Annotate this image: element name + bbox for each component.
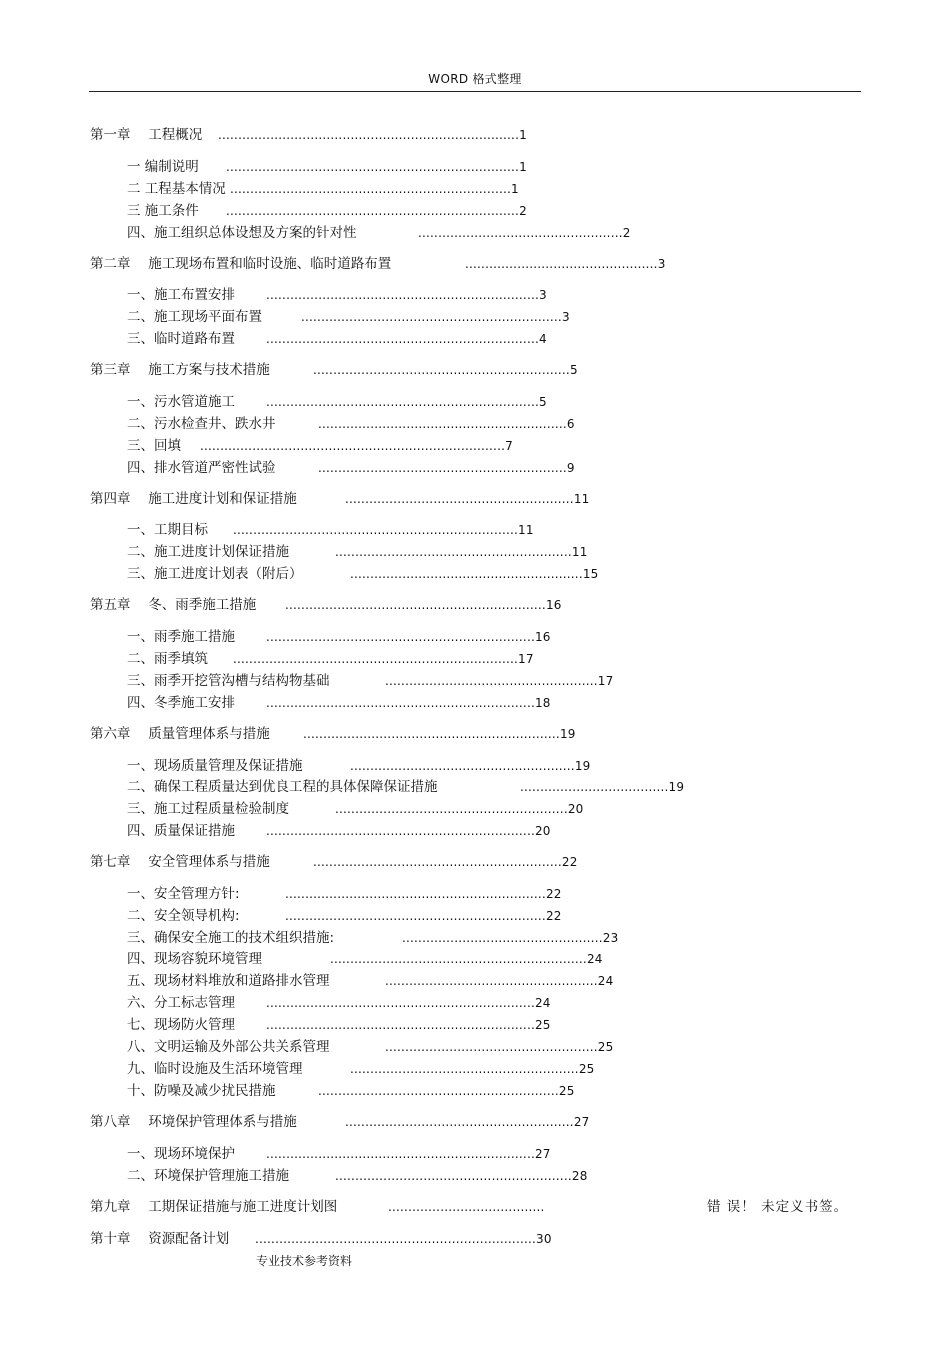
toc-entry-title[interactable]: 第八章 环境保护管理体系与措施 — [90, 1114, 297, 1130]
toc-leader-dots: ...................................................................16 — [266, 630, 551, 644]
toc-page-number: 25 — [534, 1018, 551, 1032]
toc-entry[interactable] — [127, 1038, 614, 1056]
toc-leader-dots: ..........................................................15 — [350, 567, 599, 581]
toc-entry-title[interactable]: 一、现场质量管理及保证措施 — [127, 758, 303, 774]
toc-entry[interactable] — [127, 628, 551, 646]
toc-entry[interactable] — [127, 224, 631, 242]
toc-entry[interactable] — [127, 907, 562, 925]
toc-leader-dots: ................................................3 — [465, 257, 666, 271]
toc-page-number: 27 — [534, 1147, 551, 1161]
toc-entry-title[interactable]: 四、施工组织总体设想及方案的针对性 — [127, 225, 357, 241]
toc-leader-dots: .........................................................25 — [350, 1062, 595, 1076]
toc-entry[interactable] — [127, 1167, 588, 1185]
toc-entry[interactable] — [127, 1145, 551, 1163]
toc-leader-dots: ......................................................................30 — [255, 1232, 552, 1246]
toc-entry-title[interactable]: 一 编制说明 — [127, 159, 199, 175]
toc-page-number: 16 — [545, 598, 562, 612]
toc-entry-title[interactable]: 三、临时道路布置 — [127, 331, 235, 347]
toc-entry[interactable] — [90, 1198, 849, 1216]
toc-entry[interactable] — [127, 672, 614, 690]
toc-page-number: 17 — [518, 652, 534, 666]
toc-bookmark-error: 错 误！ 未定义书签。 — [707, 1199, 849, 1215]
page-header: WORD 格式整理 — [428, 72, 522, 86]
toc-page-number: 30 — [536, 1232, 552, 1246]
toc-page-number: 4 — [538, 332, 547, 346]
toc-entry[interactable] — [90, 490, 590, 508]
toc-entry-title[interactable]: 第五章 冬、雨季施工措施 — [90, 597, 257, 613]
toc-leader-dots: ...................................................................27 — [266, 1147, 551, 1161]
toc-entry[interactable] — [90, 1230, 552, 1248]
toc-entry[interactable] — [90, 1113, 590, 1131]
toc-page-number: 22 — [561, 855, 578, 869]
toc-leader-dots: ............................................................25 — [318, 1084, 575, 1098]
toc-leader-dots: ...................................................................24 — [266, 996, 551, 1010]
toc-page-number: 1 — [511, 182, 519, 196]
toc-page-number: 3 — [561, 310, 570, 324]
toc-page-number: 5 — [538, 395, 547, 409]
toc-entry-title[interactable]: 八、文明运输及外部公共关系管理 — [127, 1039, 330, 1055]
toc-entry-title[interactable]: 六、分工标志管理 — [127, 995, 235, 1011]
toc-entry[interactable] — [127, 393, 547, 411]
toc-leader-dots: .......................................................................17 — [233, 652, 534, 666]
header-divider — [89, 91, 861, 92]
toc-entry-title[interactable]: 一、污水管道施工 — [127, 394, 235, 410]
toc-page-number: 23 — [602, 931, 619, 945]
toc-entry[interactable] — [127, 1060, 595, 1078]
toc-entry[interactable] — [127, 308, 570, 326]
toc-entry[interactable] — [127, 180, 519, 198]
page-footer: 专业技术参考资料 — [256, 1254, 353, 1268]
toc-leader-dots: .........................................................................1 — [226, 160, 527, 174]
toc-entry-title[interactable]: 四、质量保证措施 — [127, 823, 235, 839]
toc-page-number: 25 — [578, 1062, 595, 1076]
toc-entry[interactable] — [127, 330, 547, 348]
toc-page-number: 24 — [534, 996, 551, 1010]
toc-leader-dots: .................................................................3 — [301, 310, 570, 324]
toc-entry[interactable] — [127, 1016, 551, 1034]
toc-entry[interactable] — [90, 725, 576, 743]
toc-leader-dots: .........................................................11 — [345, 492, 590, 506]
toc-entry-title[interactable]: 第七章 安全管理体系与措施 — [90, 854, 270, 870]
toc-page-number: 27 — [573, 1115, 590, 1129]
toc-page-number: 20 — [534, 824, 551, 838]
toc-entry-title[interactable]: 二、施工进度计划保证措施 — [127, 544, 289, 560]
toc-entry[interactable] — [127, 972, 614, 990]
toc-entry[interactable] — [127, 437, 513, 455]
toc-entry-title[interactable]: 四、现场容貌环境管理 — [127, 951, 262, 967]
toc-leader-dots: ........................................................19 — [350, 759, 591, 773]
toc-entry-title[interactable]: 第六章 质量管理体系与措施 — [90, 726, 270, 742]
toc-entry[interactable] — [127, 565, 599, 583]
toc-page-number: 19 — [559, 727, 576, 741]
toc-leader-dots: ...................................................2 — [418, 226, 631, 240]
toc-entry[interactable] — [127, 286, 547, 304]
toc-entry-title[interactable]: 七、现场防火管理 — [127, 1017, 235, 1033]
toc-entry[interactable] — [127, 800, 584, 818]
toc-entry-title[interactable]: 二、施工现场平面布置 — [127, 309, 262, 325]
toc-entry-title[interactable]: 四、冬季施工安排 — [127, 695, 235, 711]
toc-page-number: 9 — [566, 461, 575, 475]
toc-leader-dots: ..............................................................9 — [318, 461, 575, 475]
toc-page-number: 25 — [597, 1040, 614, 1054]
toc-entry-title[interactable]: 三、回填 — [127, 438, 181, 454]
toc-entry[interactable] — [90, 361, 578, 379]
toc-entry[interactable] — [127, 202, 527, 220]
toc-page-number: 16 — [534, 630, 551, 644]
toc-leader-dots: ...........................................................................1 — [218, 128, 527, 142]
toc-page-number: 3 — [538, 288, 547, 302]
toc-entry[interactable] — [127, 929, 619, 947]
toc-leader-dots: ..............................................................22 — [313, 855, 578, 869]
toc-entry[interactable] — [90, 596, 562, 614]
toc-entry-title[interactable]: 一、工期目标 — [127, 522, 208, 538]
toc-entry[interactable] — [90, 126, 527, 144]
toc-entry-title[interactable]: 九、临时设施及生活环境管理 — [127, 1061, 303, 1077]
toc-leader-dots: ................................................................5 — [313, 363, 578, 377]
toc-page-number: 24 — [586, 952, 603, 966]
toc-page-number: 24 — [597, 974, 614, 988]
toc-page-number: 19 — [668, 780, 685, 794]
toc-entry-title[interactable]: 三、确保安全施工的技术组织措施: — [127, 930, 335, 946]
toc-page-number: 2 — [519, 204, 527, 218]
toc-page-number: 20 — [567, 802, 584, 816]
toc-entry[interactable] — [127, 521, 534, 539]
toc-leader-dots: ..............................................................6 — [318, 417, 575, 431]
toc-page-number: 25 — [558, 1084, 575, 1098]
toc-leader-dots: ..........................................................20 — [335, 802, 584, 816]
toc-entry[interactable] — [127, 1082, 575, 1100]
toc-entry-title[interactable]: 三、施工进度计划表（附后） — [127, 566, 303, 582]
toc-page-number: 18 — [534, 696, 551, 710]
toc-leader-dots: .....................................................17 — [385, 674, 614, 688]
toc-entry[interactable] — [127, 415, 575, 433]
toc-leader-dots: .........................................................27 — [345, 1115, 590, 1129]
toc-entry-title[interactable]: 十、防噪及减少扰民措施 — [127, 1083, 276, 1099]
toc-entry[interactable] — [127, 950, 603, 968]
toc-entry[interactable] — [127, 543, 588, 561]
toc-entry[interactable] — [127, 459, 575, 477]
toc-leader-dots: ..................................................23 — [402, 931, 619, 945]
toc-page-number: 2 — [622, 226, 631, 240]
toc-page-number: 3 — [657, 257, 666, 271]
toc-entry[interactable] — [127, 822, 551, 840]
toc-page-number: 11 — [518, 523, 534, 537]
toc-entry-title[interactable]: 第九章 工期保证措施与施工进度计划图 — [90, 1199, 338, 1215]
toc-page-number: 6 — [566, 417, 575, 431]
toc-page-number: 1 — [519, 160, 527, 174]
toc-leader-dots: .........................................................................2 — [226, 204, 527, 218]
toc-entry-title[interactable]: 第三章 施工方案与技术措施 — [90, 362, 270, 378]
toc-entry[interactable] — [127, 994, 551, 1012]
toc-page-number: 28 — [571, 1169, 588, 1183]
toc-entry-title[interactable]: 二、污水检查井、跌水井 — [127, 416, 276, 432]
toc-entry-title[interactable]: 二 工程基本情况 — [127, 181, 226, 197]
toc-entry-title[interactable]: 三、雨季开挖管沟槽与结构物基础 — [127, 673, 330, 689]
toc-page-number: 7 — [505, 439, 513, 453]
toc-entry[interactable] — [127, 650, 534, 668]
toc-entry-title[interactable]: 二、确保工程质量达到优良工程的具体保障保证措施 — [127, 779, 438, 795]
toc-leader-dots: .................................................................22 — [285, 887, 562, 901]
toc-entry[interactable] — [90, 255, 666, 273]
toc-leader-dots: ....................................................................5 — [266, 395, 547, 409]
toc-leader-dots: .....................................19 — [520, 780, 685, 794]
toc-entry[interactable] — [127, 778, 685, 796]
toc-entry-title[interactable]: 第十章 资源配备计划 — [90, 1231, 230, 1247]
toc-page-number: 11 — [573, 492, 590, 506]
toc-leader-dots: .....................................................25 — [385, 1040, 614, 1054]
toc-entry-title[interactable]: 一、现场环境保护 — [127, 1146, 235, 1162]
toc-page-number: 5 — [569, 363, 578, 377]
toc-leader-dots: ....................................... — [388, 1200, 545, 1214]
toc-entry-title[interactable]: 四、排水管道严密性试验 — [127, 460, 276, 476]
toc-leader-dots: ...................................................................20 — [266, 824, 551, 838]
toc-entry-title[interactable]: 第二章 施工现场布置和临时设施、临时道路布置 — [90, 256, 392, 272]
toc-leader-dots: ............................................................................7 — [200, 439, 513, 453]
toc-page-number: 22 — [545, 887, 562, 901]
toc-entry-title[interactable]: 三 施工条件 — [127, 203, 199, 219]
toc-leader-dots: ...........................................................11 — [335, 545, 588, 559]
toc-entry-title[interactable]: 第一章 工程概况 — [90, 127, 203, 143]
toc-entry[interactable] — [127, 885, 562, 903]
toc-entry-title[interactable]: 一、施工布置安排 — [127, 287, 235, 303]
toc-page-number: 17 — [597, 674, 614, 688]
toc-entry-title[interactable]: 二、安全领导机构: — [127, 908, 240, 924]
toc-leader-dots: .................................................................16 — [285, 598, 562, 612]
toc-page-number: 15 — [582, 567, 599, 581]
toc-leader-dots: ...........................................................28 — [335, 1169, 588, 1183]
toc-entry-title[interactable]: 三、施工过程质量检验制度 — [127, 801, 289, 817]
toc-page-number: 11 — [571, 545, 588, 559]
toc-entry-title[interactable]: 一、雨季施工措施 — [127, 629, 235, 645]
toc-leader-dots: ................................................................24 — [330, 952, 603, 966]
toc-entry-title[interactable]: 二、雨季填筑 — [127, 651, 208, 667]
toc-page-number: 1 — [519, 128, 527, 142]
toc-leader-dots: ....................................................................4 — [266, 332, 547, 346]
toc-entry[interactable] — [127, 694, 551, 712]
toc-entry-title[interactable]: 第四章 施工进度计划和保证措施 — [90, 491, 297, 507]
toc-entry-title[interactable]: 五、现场材料堆放和道路排水管理 — [127, 973, 330, 989]
toc-entry-title[interactable]: 一、安全管理方针: — [127, 886, 240, 902]
toc-leader-dots: ...................................................................18 — [266, 696, 551, 710]
toc-leader-dots: .....................................................24 — [385, 974, 614, 988]
toc-leader-dots: .......................................................................11 — [233, 523, 534, 537]
toc-leader-dots: ................................................................19 — [303, 727, 576, 741]
toc-leader-dots: ......................................................................1 — [230, 182, 519, 196]
toc-page-number: 22 — [545, 909, 562, 923]
toc-leader-dots: ....................................................................3 — [266, 288, 547, 302]
toc-page-number: 19 — [574, 759, 591, 773]
toc-leader-dots: ...................................................................25 — [266, 1018, 551, 1032]
toc-entry[interactable] — [127, 158, 527, 176]
toc-entry-title[interactable]: 二、环境保护管理施工措施 — [127, 1168, 289, 1184]
toc-entry[interactable] — [127, 757, 591, 775]
toc-leader-dots: .................................................................22 — [285, 909, 562, 923]
toc-entry[interactable] — [90, 853, 578, 871]
